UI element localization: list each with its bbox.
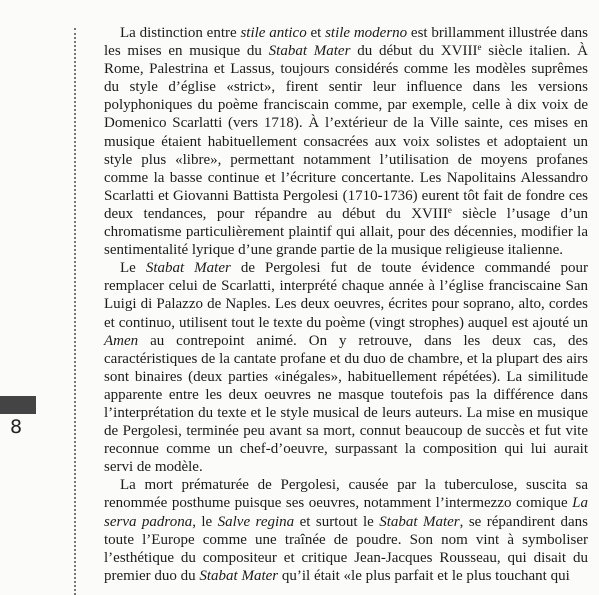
page-tab-marker: [0, 396, 36, 414]
paragraph-3: La mort prématurée de Pergolesi, causée par la tuberculose, suscita sa renommée posthume puisque ses oeuvres, notamment l’intermezzo comique La serva padrona, le Salve regina et surtout le Stabat Mater, se répandirent dans toute l’Europe comme une traînée de poudre. Son nom vint à symboliser l’esthétique du compositeur et critique Jean-Jacques Rousseau, qui disait du premier duo du Stabat Mater qu’il était «le plus parfait et le plus touchant qui: [104, 477, 588, 584]
margin-dotted-rule: [74, 28, 76, 595]
paragraph-1: La distinction entre stile antico et stile moderno est brillamment illustrée dans les mises en musique du Stabat Mater du début du XVIIIe siècle italien. À Rome, Palestrina et Lassus, toujours considérés comme les modèles suprêmes du style d’église «strict», firent sentir leur influence dans les versions polyphoniques du poème franciscain comme, par exemple, celle à dix voix de Domenico Scarlatti (vers 1718). À l’extérieur de la Ville sainte, ces mises en musique étaient habituellement consacrées aux voix solistes et adoptaient un style plus «libre», permettant notamment l’utilisation de moyens profanes comme la basse continue et l’écriture concertante. Les Napolitains Alessandro Scarlatti et Giovanni Battista Pergolesi (1710-1736) eurent tôt fait de fondre ces deux tendances, pour répandre au début du XVIIIe siècle l’usage d’un chromatisme particulièrement plaintif qui allait, pour des décennies, modifier la sentimentalité lyrique d’une grande partie de la musique religieuse italienne.: [104, 25, 589, 259]
body-text: [104, 24, 588, 585]
paragraph-2: Le Stabat Mater de Pergolesi fut de toute évidence commandé pour remplacer celui de Scarlatti, interprété chaque année à l’église franciscaine San Luigi di Palazzo de Naples. Les deux oeuvres, écrites pour soprano, alto, cordes et continuo, utilisent tout le texte du poème (vingt strophes) auquel est ajouté un Amen au contrepoint animé. On y retrouve, dans les deux cas, des caractéristiques de la cantate profane et du duo de chambre, et la plupart des airs sont binaires (deux parties «inégales», habituellement répétées). La similitude apparente entre les deux oeuvres ne masque toutefois pas la différence dans l’interprétation du texte et le style musical de leurs auteurs. La mise en musique de Pergolesi, terminée peu avant sa mort, connut beaucoup de succès et fut vite reconnue comme un chef-d’oeuvre, surpassant la composition qui lui aurait servi de modèle.: [104, 260, 588, 476]
page-number: 8: [10, 416, 23, 438]
